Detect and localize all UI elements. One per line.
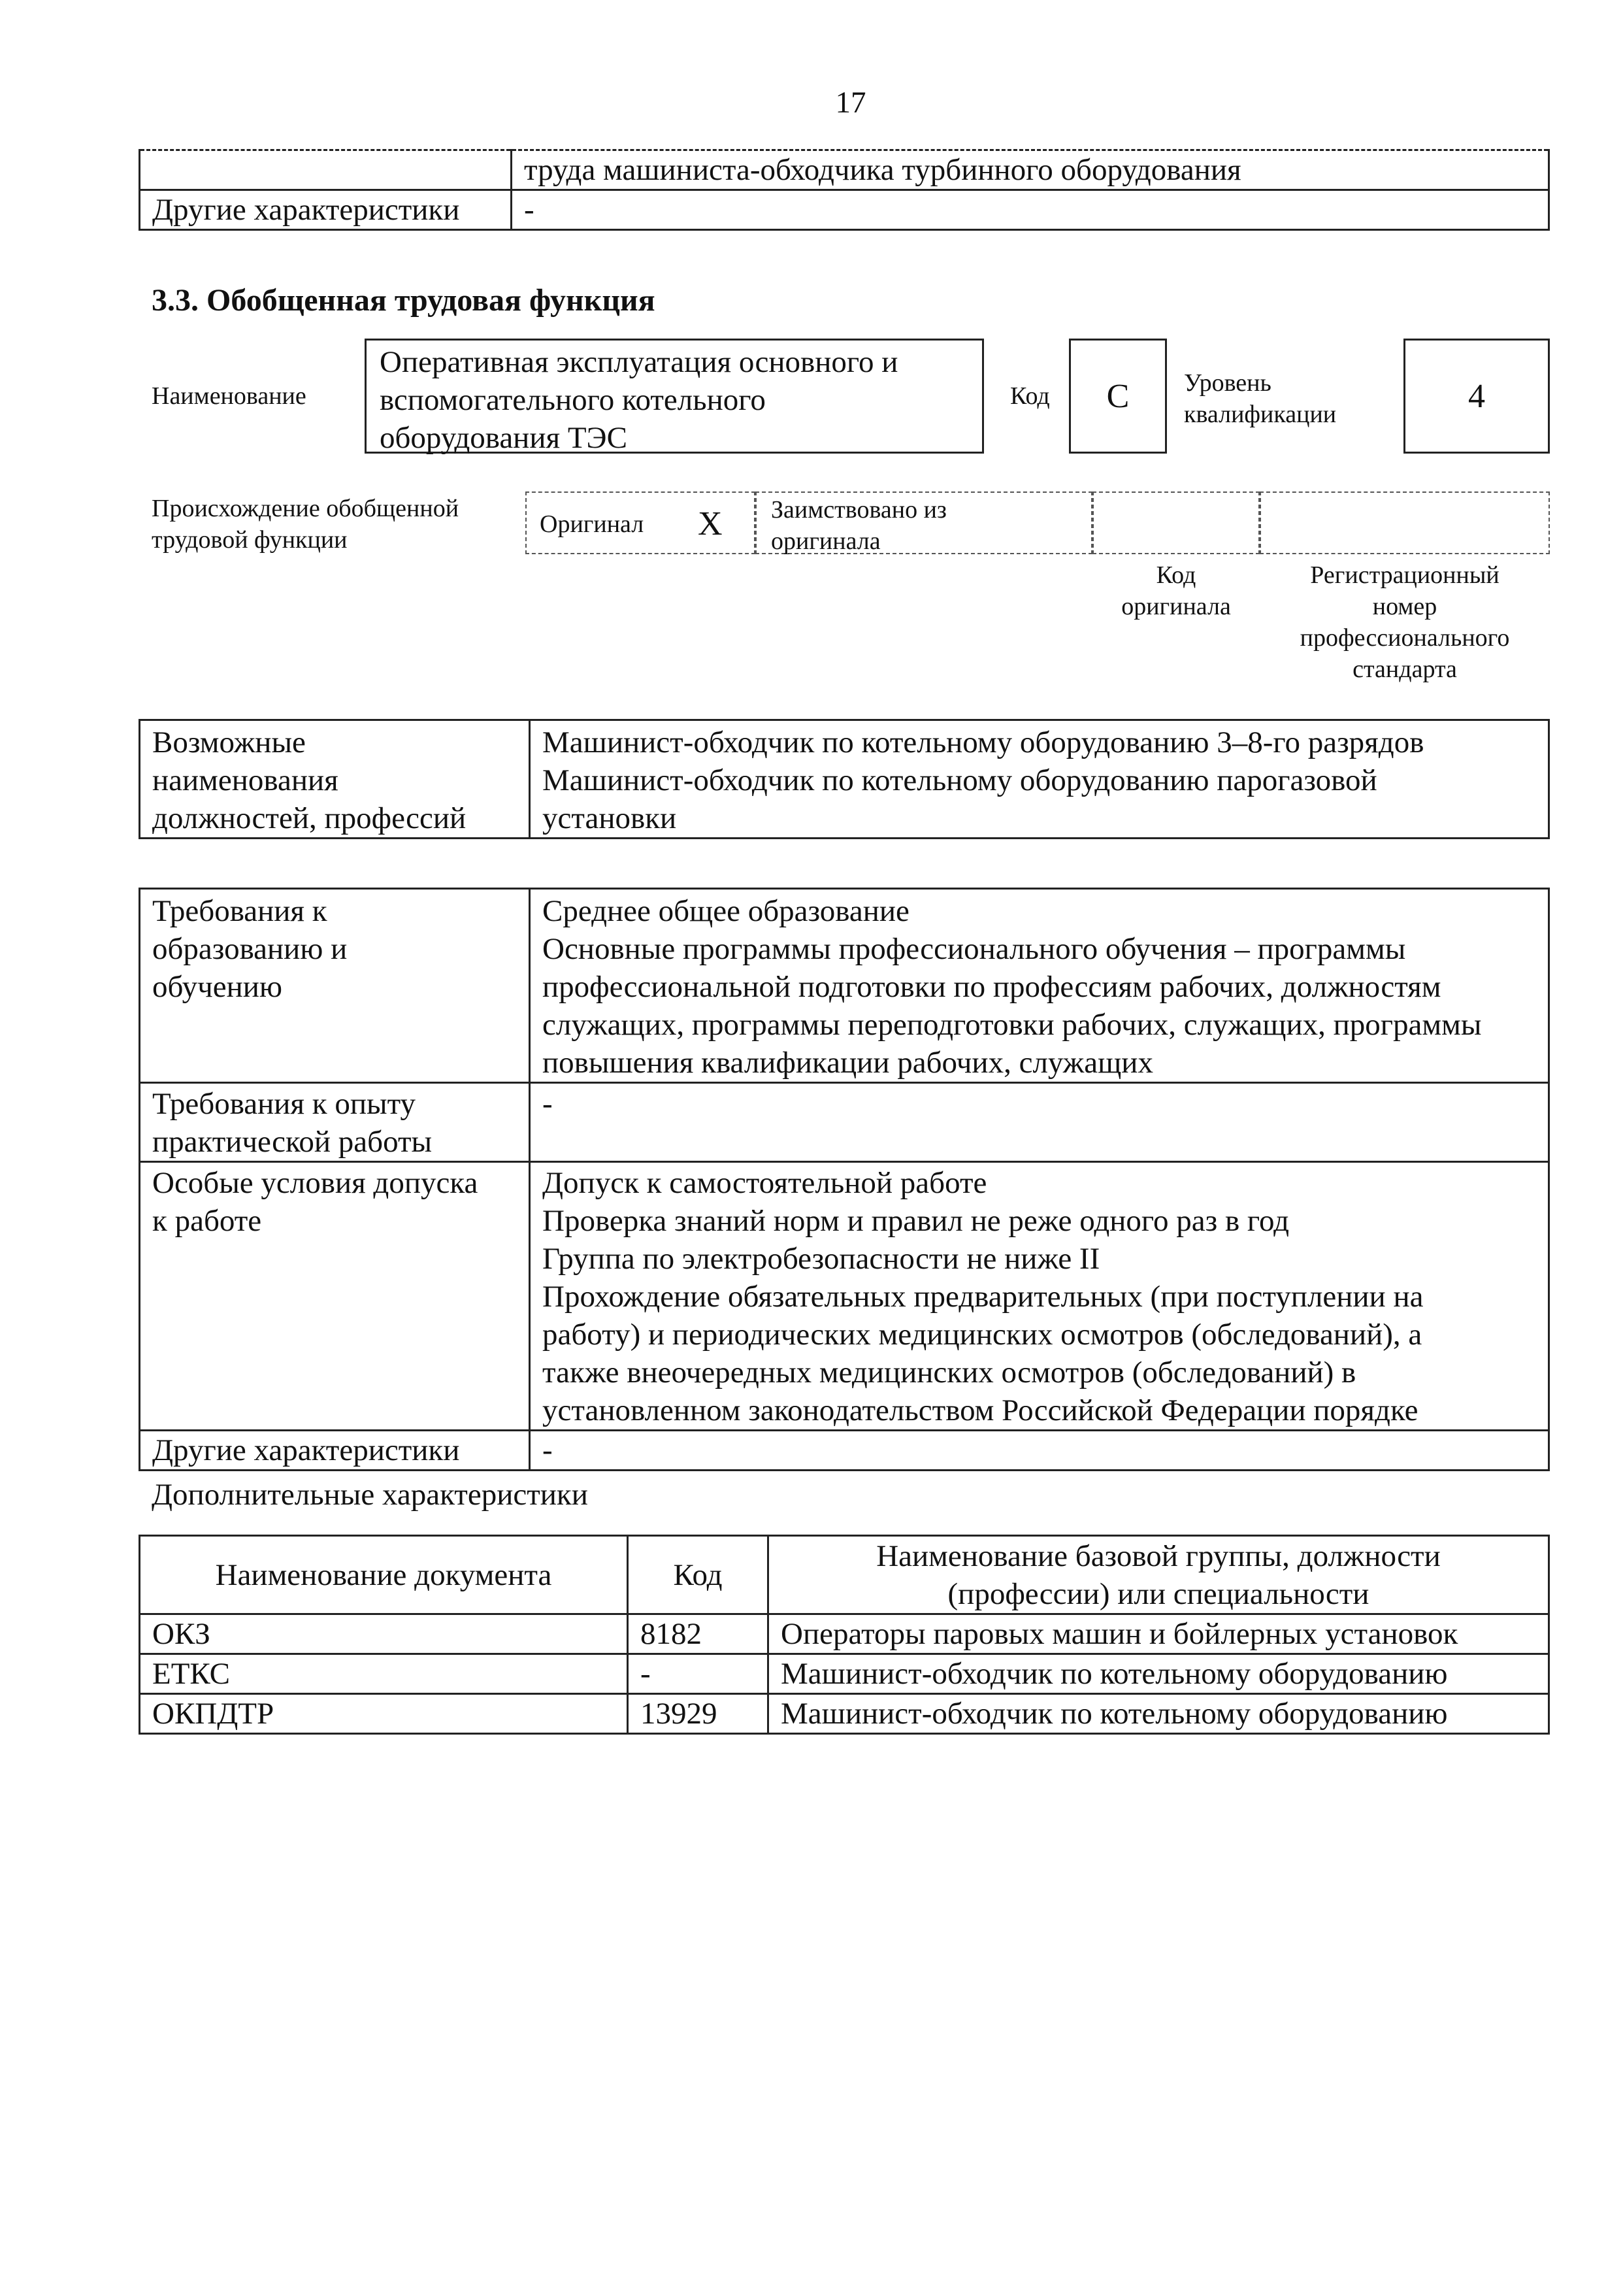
row-name: Операторы паровых машин и бойлерных установок (768, 1614, 1549, 1654)
row-code: - (628, 1654, 768, 1694)
origin-reg-cell (1260, 491, 1550, 554)
req-experience-label (140, 1083, 530, 1162)
reg-caption-line: профессионального (1300, 624, 1510, 652)
req-label-line: Требования к (152, 894, 327, 928)
req-value-line: Основные программы профессионального обучения – программы (542, 932, 1406, 966)
header-document: Наименование документа (140, 1536, 628, 1614)
positions-label-line: должностей, профессий (152, 801, 467, 835)
positions-value (530, 720, 1549, 839)
level-label (1184, 367, 1336, 430)
req-value-line: повышения квалификации рабочих, служащих (542, 1046, 1153, 1080)
position-line: установки (542, 801, 677, 835)
borrowed-line: Заимствовано из (771, 496, 947, 524)
req-label-line: Особые условия допуска (152, 1166, 478, 1200)
req-value-line: Допуск к самостоятельной работе (542, 1166, 987, 1200)
req-value-line: Прохождение обязательных предварительных (при поступлении на (542, 1280, 1424, 1314)
row-name: Машинист-обходчик по котельному оборудованию (768, 1654, 1549, 1694)
header-code: Код (628, 1536, 768, 1614)
req-value-line: профессиональной подготовки по профессиям рабочих, должностям (542, 970, 1441, 1004)
top-table (139, 149, 1550, 231)
code-label: Код (1010, 382, 1050, 410)
header-group-line: (профессии) или специальности (947, 1576, 1369, 1611)
additional-heading: Дополнительные характеристики (152, 1478, 588, 1512)
row-doc: ОКЗ (140, 1614, 628, 1654)
other-label: Другие характеристики (140, 190, 512, 230)
origin-code-caption (1092, 559, 1260, 622)
code-value-box (1069, 339, 1167, 454)
original-label: Оригинал (540, 510, 644, 538)
row-code: 13929 (628, 1694, 768, 1734)
table-row (140, 1614, 1549, 1654)
req-value-line: Группа по электробезопасности не ниже II (542, 1242, 1100, 1276)
level-value: 4 (1468, 377, 1485, 415)
origin-code-cell (1092, 491, 1260, 554)
req-admission-label (140, 1162, 530, 1431)
reg-caption-line: номер (1372, 593, 1437, 620)
req-label-line: к работе (152, 1204, 262, 1238)
req-label-line: Другие характеристики (152, 1433, 460, 1467)
code-value: C (1106, 377, 1130, 415)
req-value-line: работу) и периодических медицинских осмотров (обследований), а (542, 1318, 1422, 1352)
origin-label (152, 493, 459, 556)
req-other-label (140, 1431, 530, 1471)
code-caption-line: оригинала (1121, 593, 1231, 620)
req-admission-value (530, 1162, 1549, 1431)
row-name: Машинист-обходчик по котельному оборудованию (768, 1694, 1549, 1734)
origin-label-line: Происхождение обобщенной (152, 495, 459, 522)
row-code: 8182 (628, 1614, 768, 1654)
other-value: - (512, 190, 1549, 230)
level-label-line: квалификации (1184, 401, 1337, 428)
reg-caption-line: стандарта (1352, 656, 1457, 683)
req-value-line: служащих, программы переподготовки рабочих, служащих, программы (542, 1008, 1482, 1042)
req-label-line: обучению (152, 970, 283, 1004)
code-caption-line: Код (1156, 561, 1196, 589)
req-value-line: установленном законодательством Российской Федерации порядке (542, 1393, 1418, 1427)
req-value-line: также внеочередных медицинских осмотров (обследований) в (542, 1356, 1356, 1389)
page-number: 17 (835, 86, 866, 120)
req-education-value (530, 889, 1549, 1083)
reg-caption-line: Регистрационный (1310, 561, 1500, 589)
req-education-label (140, 889, 530, 1083)
continuation-text: труда машиниста-обходчика турбинного оборудования (512, 150, 1549, 190)
req-value-line: Проверка знаний норм и правил не реже одного раз в год (542, 1204, 1290, 1238)
name-line: Оперативная эксплуатация основного и (380, 345, 898, 379)
origin-label-line: трудовой функции (152, 526, 348, 554)
row-doc: ЕТКС (140, 1654, 628, 1694)
header-group-line: Наименование базовой группы, должности (876, 1539, 1441, 1573)
origin-borrowed-cell (755, 491, 1092, 554)
additional-table (139, 1535, 1550, 1735)
req-label-line: практической работы (152, 1125, 433, 1159)
origin-original-cell (525, 491, 755, 554)
table-row (140, 1654, 1549, 1694)
origin-reg-caption (1260, 559, 1550, 685)
level-value-box (1403, 339, 1550, 454)
req-label-line: образованию и (152, 932, 348, 966)
positions-label (140, 720, 530, 839)
position-line: Машинист-обходчик по котельному оборудованию 3–8-го разрядов (542, 725, 1424, 759)
req-value-line: - (542, 1433, 553, 1467)
borrowed-line: оригинала (771, 527, 881, 555)
name-line: вспомогательного котельного (380, 383, 766, 417)
req-experience-value (530, 1083, 1549, 1162)
req-other-value (530, 1431, 1549, 1471)
req-value-line: - (542, 1087, 553, 1121)
position-line: Машинист-обходчик по котельному оборудованию парогазовой (542, 763, 1377, 797)
name-value-box (365, 339, 984, 454)
positions-label-line: наименования (152, 763, 338, 797)
level-label-line: Уровень (1184, 369, 1271, 397)
row-doc: ОКПДТР (140, 1694, 628, 1734)
original-mark: X (698, 505, 723, 542)
positions-table (139, 719, 1550, 839)
req-label-line: Требования к опыту (152, 1087, 416, 1121)
requirements-table (139, 888, 1550, 1471)
req-value-line: Среднее общее образование (542, 894, 910, 928)
table-row (140, 1694, 1549, 1734)
positions-label-line: Возможные (152, 725, 306, 759)
section-heading: 3.3. Обобщенная трудовая функция (152, 283, 655, 318)
name-label: Наименование (152, 382, 306, 410)
name-line: оборудования ТЭС (380, 421, 627, 455)
header-group (768, 1536, 1549, 1614)
